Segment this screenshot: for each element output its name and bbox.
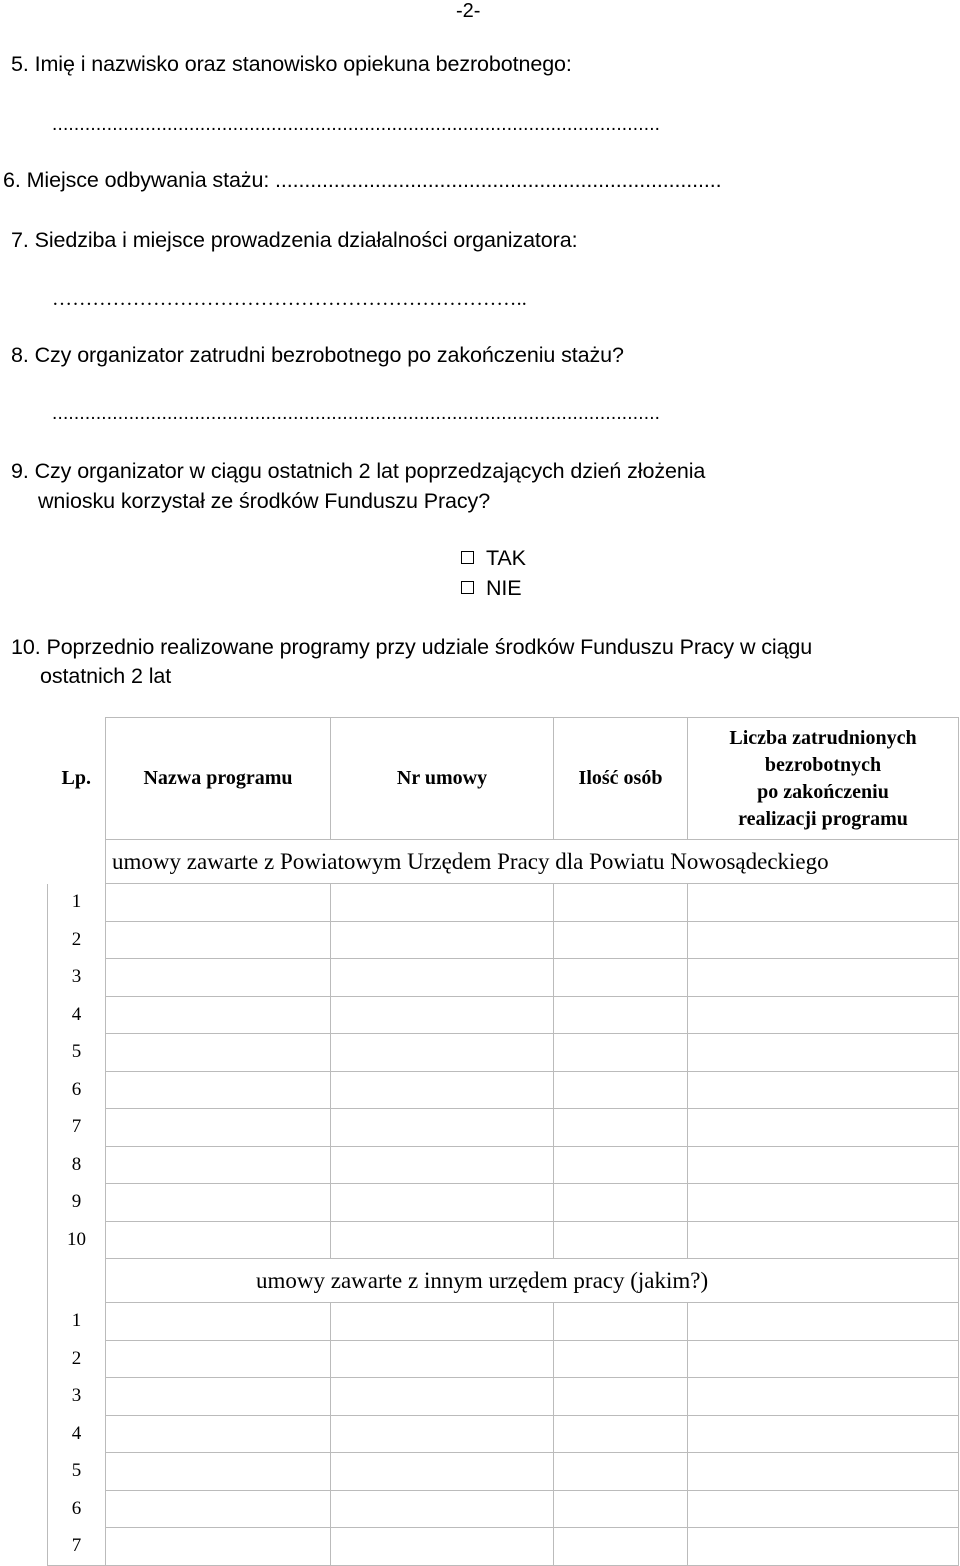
cell-employed-count[interactable] <box>688 1490 959 1528</box>
question-10-line1: 10. Poprzednio realizowane programy przy udziale środków Funduszu Pracy w ciągu <box>11 635 813 659</box>
header-employed-line1: Liczba zatrudnionych <box>729 726 917 749</box>
cell-contract-number[interactable] <box>331 1109 554 1147</box>
cell-program-name[interactable] <box>106 959 331 997</box>
cell-program-name[interactable] <box>106 1034 331 1072</box>
cell-contract-number[interactable] <box>331 1221 554 1259</box>
cell-program-name[interactable] <box>106 1221 331 1259</box>
cell-program-name[interactable] <box>106 1415 331 1453</box>
cell-employed-count[interactable] <box>688 1303 959 1341</box>
question-9-line1: 9. Czy organizator w ciągu ostatnich 2 lat poprzedzających dzień złożenia <box>11 459 706 483</box>
cell-employed-count[interactable] <box>688 996 959 1034</box>
row-number: 7 <box>48 1528 106 1566</box>
cell-program-name[interactable] <box>106 1490 331 1528</box>
cell-contract-number[interactable] <box>331 959 554 997</box>
question-9-line2: wniosku korzystał ze środków Funduszu Pracy? <box>38 489 491 513</box>
cell-program-name[interactable] <box>106 1528 331 1566</box>
cell-person-count[interactable] <box>554 1184 688 1222</box>
cell-employed-count[interactable] <box>688 1378 959 1416</box>
row-number: 2 <box>48 1340 106 1378</box>
question-10-line2: ostatnich 2 lat <box>40 664 172 688</box>
cell-person-count[interactable] <box>554 1340 688 1378</box>
cell-employed-count[interactable] <box>688 1109 959 1147</box>
cell-person-count[interactable] <box>554 1146 688 1184</box>
cell-contract-number[interactable] <box>331 1340 554 1378</box>
cell-contract-number[interactable] <box>331 1453 554 1491</box>
cell-person-count[interactable] <box>554 1221 688 1259</box>
cell-program-name[interactable] <box>106 1340 331 1378</box>
cell-program-name[interactable] <box>106 884 331 922</box>
cell-contract-number[interactable] <box>331 1303 554 1341</box>
cell-person-count[interactable] <box>554 959 688 997</box>
cell-employed-count[interactable] <box>688 1340 959 1378</box>
cell-contract-number[interactable] <box>331 1034 554 1072</box>
section-header-pup-nowy-sacz: umowy zawarte z Powiatowym Urzędem Pracy dla Powiatu Nowosądeckiego <box>106 840 959 884</box>
cell-program-name[interactable] <box>106 1378 331 1416</box>
question-7-answer-line[interactable]: …………………………………………………………….. <box>52 288 527 310</box>
cell-person-count[interactable] <box>554 1490 688 1528</box>
cell-person-count[interactable] <box>554 1071 688 1109</box>
header-employed-line4: realizacji programu <box>738 807 908 830</box>
cell-contract-number[interactable] <box>331 921 554 959</box>
cell-person-count[interactable] <box>554 1303 688 1341</box>
option-nie-label: NIE <box>486 576 522 600</box>
cell-contract-number[interactable] <box>331 1146 554 1184</box>
cell-employed-count[interactable] <box>688 959 959 997</box>
cell-program-name[interactable] <box>106 921 331 959</box>
row-number: 7 <box>48 1109 106 1147</box>
cell-contract-number[interactable] <box>331 1378 554 1416</box>
cell-person-count[interactable] <box>554 884 688 922</box>
cell-employed-count[interactable] <box>688 884 959 922</box>
option-tak-label: TAK <box>486 546 526 570</box>
cell-employed-count[interactable] <box>688 1034 959 1072</box>
cell-program-name[interactable] <box>106 1303 331 1341</box>
row-number: 4 <box>48 996 106 1034</box>
question-5-label: 5. Imię i nazwisko oraz stanowisko opiekuna bezrobotnego: <box>11 52 572 76</box>
header-employed-line3: po zakończeniu <box>757 780 889 803</box>
header-employed-count <box>688 718 959 840</box>
option-nie[interactable] <box>461 576 522 601</box>
section-header-other-office: umowy zawarte z innym urzędem pracy (jakim?) <box>106 1259 959 1303</box>
row-number: 1 <box>48 1303 106 1341</box>
cell-program-name[interactable] <box>106 996 331 1034</box>
cell-person-count[interactable] <box>554 1528 688 1566</box>
cell-person-count[interactable] <box>554 1034 688 1072</box>
cell-contract-number[interactable] <box>331 1528 554 1566</box>
cell-employed-count[interactable] <box>688 1528 959 1566</box>
header-program-name: Nazwa programu <box>106 718 331 840</box>
cell-contract-number[interactable] <box>331 1184 554 1222</box>
header-contract-number: Nr umowy <box>331 718 554 840</box>
cell-contract-number[interactable] <box>331 996 554 1034</box>
header-person-count: Ilość osób <box>554 718 688 840</box>
cell-program-name[interactable] <box>106 1146 331 1184</box>
row-number: 1 <box>48 884 106 922</box>
cell-employed-count[interactable] <box>688 1184 959 1222</box>
cell-program-name[interactable] <box>106 1071 331 1109</box>
row-number: 3 <box>48 1378 106 1416</box>
page-number: -2- <box>456 0 481 22</box>
cell-program-name[interactable] <box>106 1109 331 1147</box>
cell-employed-count[interactable] <box>688 1453 959 1491</box>
cell-person-count[interactable] <box>554 1378 688 1416</box>
checkbox-icon[interactable] <box>461 581 474 594</box>
row-number: 5 <box>48 1034 106 1072</box>
cell-person-count[interactable] <box>554 1415 688 1453</box>
cell-contract-number[interactable] <box>331 1415 554 1453</box>
cell-person-count[interactable] <box>554 1109 688 1147</box>
header-lp: Lp. <box>61 767 91 789</box>
row-number: 6 <box>48 1071 106 1109</box>
question-6-label[interactable]: 6. Miejsce odbywania stażu: ............................................................................ <box>3 168 722 192</box>
row-number: 5 <box>48 1453 106 1491</box>
row-number: 3 <box>48 959 106 997</box>
row-number: 4 <box>48 1415 106 1453</box>
row-number: 8 <box>48 1146 106 1184</box>
cell-employed-count[interactable] <box>688 921 959 959</box>
option-tak[interactable] <box>461 546 526 571</box>
row-number: 2 <box>48 921 106 959</box>
cell-program-name[interactable] <box>106 1453 331 1491</box>
cell-person-count[interactable] <box>554 1453 688 1491</box>
programs-table <box>47 717 959 1566</box>
cell-contract-number[interactable] <box>331 884 554 922</box>
header-employed-line2: bezrobotnych <box>764 753 882 776</box>
cell-employed-count[interactable] <box>688 1415 959 1453</box>
question-8-answer-line[interactable]: ............................................................................................................... <box>52 403 661 424</box>
cell-person-count[interactable] <box>554 921 688 959</box>
cell-person-count[interactable] <box>554 996 688 1034</box>
cell-program-name[interactable] <box>106 1184 331 1222</box>
row-number: 6 <box>48 1490 106 1528</box>
row-number: 9 <box>48 1184 106 1222</box>
checkbox-icon[interactable] <box>461 551 474 564</box>
cell-employed-count[interactable] <box>688 1146 959 1184</box>
cell-employed-count[interactable] <box>688 1071 959 1109</box>
row-number: 10 <box>48 1221 106 1259</box>
question-8-label: 8. Czy organizator zatrudni bezrobotnego po zakończeniu stażu? <box>11 343 624 367</box>
cell-contract-number[interactable] <box>331 1490 554 1528</box>
question-5-answer-line[interactable]: ............................................................................................................... <box>52 114 661 135</box>
cell-employed-count[interactable] <box>688 1221 959 1259</box>
cell-contract-number[interactable] <box>331 1071 554 1109</box>
question-7-label: 7. Siedziba i miejsce prowadzenia działalności organizatora: <box>11 228 578 252</box>
